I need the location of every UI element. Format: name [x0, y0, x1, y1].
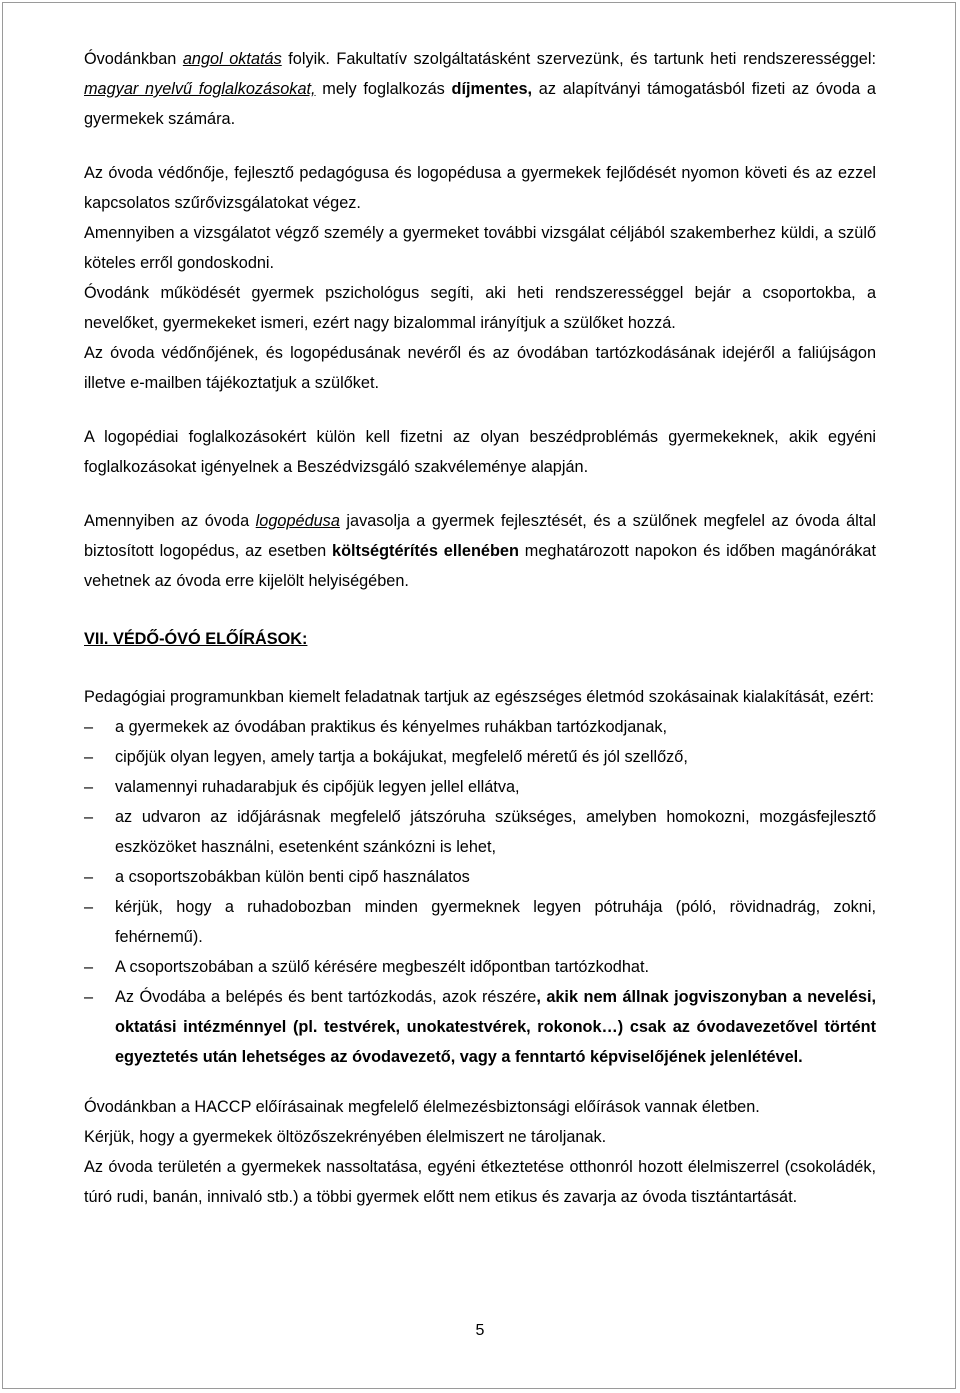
list-item: – valamennyi ruhadarabjuk és cipőjük legyen jellel ellátva,: [84, 772, 876, 802]
paragraph-nurse: Az óvoda védőnője, fejlesztő pedagógusa és logopédusa a gyermekek fejlődését nyomon követi és az ezzel kapcsolatos szűrővizsgálatokat végez.: [84, 164, 876, 212]
list-item: – a csoportszobákban külön benti cipő használatos: [84, 862, 876, 892]
page-number: 5: [475, 1322, 485, 1339]
list-item: – cipőjük olyan legyen, amely tartja a bokájukat, megfelelő méretű és jól szellőző,: [84, 742, 876, 772]
speech-therapist-link[interactable]: logopédusa: [255, 512, 340, 530]
paragraph-snacking: Az óvoda területén a gyermekek nassoltatása, egyéni étkeztetése otthonról hozott élelmiszerrel (csokoládék, túró rudi, banán, innivaló stb.) a többi gyermek előtt nem etikus és zavarja az óvoda tisztántartását.: [84, 1158, 876, 1206]
free-of-charge-text: díjmentes,: [451, 80, 533, 98]
list-item: – A csoportszobában a szülő kérésére megbeszélt időpontban tartózkodhat.: [84, 952, 876, 982]
list-item: – a gyermekek az óvodában praktikus és kényelmes ruhákban tartózkodjanak,: [84, 712, 876, 742]
dash-bullet: –: [84, 898, 94, 916]
cost-reimbursement-text: költségtérítés ellenében: [332, 542, 519, 560]
document-body: [84, 44, 876, 1212]
dash-bullet: –: [84, 718, 94, 736]
list-item: – Az Óvodába a belépés és bent tartózkodás, azok részére, akik nem állnak jogviszonyban a nevelési, oktatási intézménnyel (pl. testvérek, unokatestvérek, rokonok…) csak az óvodavezetővel történt egyeztetés után lehetséges az óvodavezető, vagy a fenntartó képviselőjének jelenlétével.: [84, 982, 876, 1072]
dash-bullet: –: [84, 778, 94, 796]
paragraph-health-program: Pedagógiai programunkban kiemelt feladatnak tartjuk az egészséges életmód szokásainak kialakítását, ezért:: [84, 688, 875, 706]
paragraph-info-board: Az óvoda védőnőjének, és logopédusának nevéről és az óvodában tartózkodásának idejéről a faliújságon illetve e-mailben tájékoztatjuk a szülőket.: [84, 344, 876, 392]
dash-bullet: –: [84, 958, 94, 976]
list-item: – az udvaron az időjárásnak megfelelő játszóruha szükséges, amelyben homokozni, mozgásfejlesztő eszközöket használni, esetenként szánkózni is lehet,: [84, 802, 876, 862]
paragraph-language-programs: Óvodánkban angol oktatás folyik. Fakultatív szolgáltatásként szervezünk, és tartunk heti rendszerességgel: magyar nyelvű foglalkozásokat, mely foglalkozás díjmentes, az alapítványi támogatásból fizeti az óvoda a gyermekek számára.: [84, 50, 876, 128]
visitor-rule-bold: , akik nem állnak jogviszonyban a nevelési, oktatási intézménnyel (pl. testvérek, unokatestvérek, rokonok…) csak az óvodavezetővel történt egyeztetés után lehetséges az óvodavezető, vagy a fenntartó képviselőjének jelenlétével.: [115, 988, 876, 1066]
paragraph-speech-therapy: Amennyiben az óvoda logopédusa javasolja a gyermek fejlesztését, és a szülőnek megfelel az óvoda által biztosított logopédus, az esetben költségtérítés ellenében meghatározott napokon és időben magánórákat vehetnek az óvoda erre kijelölt helyiségében.: [84, 512, 876, 590]
list-item: – kérjük, hogy a ruhadobozban minden gyermeknek legyen pótruhája (póló, rövidnadrág, zokni, fehérnemű).: [84, 892, 876, 952]
paragraph-specialist-referral: Amennyiben a vizsgálatot végző személy a gyermeket további vizsgálat céljából szakemberhez küldi, a szülő köteles erről gondoskodni.: [84, 224, 876, 272]
paragraph-speech-fee: A logopédiai foglalkozásokért külön kell fizetni az olyan beszédproblémás gyermekeknek, akik egyéni foglalkozásokat igényelnek a Beszédvizsgáló szakvéleménye alapján.: [84, 428, 876, 476]
dash-bullet: –: [84, 988, 94, 1006]
english-teaching-link[interactable]: angol oktatás: [182, 50, 282, 68]
section-heading: VII. VÉDŐ-ÓVÓ ELŐÍRÁSOK:: [84, 630, 308, 648]
paragraph-psychologist: Óvodánk működését gyermek pszichológus segíti, aki heti rendszerességgel bejár a csoportokba, a nevelőket, gyermekeket ismeri, ezért nagy bizalommal irányítjuk a szülőket hozzá.: [84, 284, 876, 332]
dash-bullet: –: [84, 808, 94, 826]
dash-bullet: –: [84, 748, 94, 766]
paragraph-no-food-storage: Kérjük, hogy a gyermekek öltözőszekrényében élelmiszert ne tároljanak.: [84, 1128, 607, 1146]
rules-list: [84, 712, 876, 1072]
paragraph-haccp: Óvodánkban a HACCP előírásainak megfelelő élelmezésbiztonsági előírások vannak életben.: [84, 1098, 760, 1116]
dash-bullet: –: [84, 868, 94, 886]
hungarian-lessons-link[interactable]: magyar nyelvű foglalkozásokat,: [84, 80, 316, 98]
